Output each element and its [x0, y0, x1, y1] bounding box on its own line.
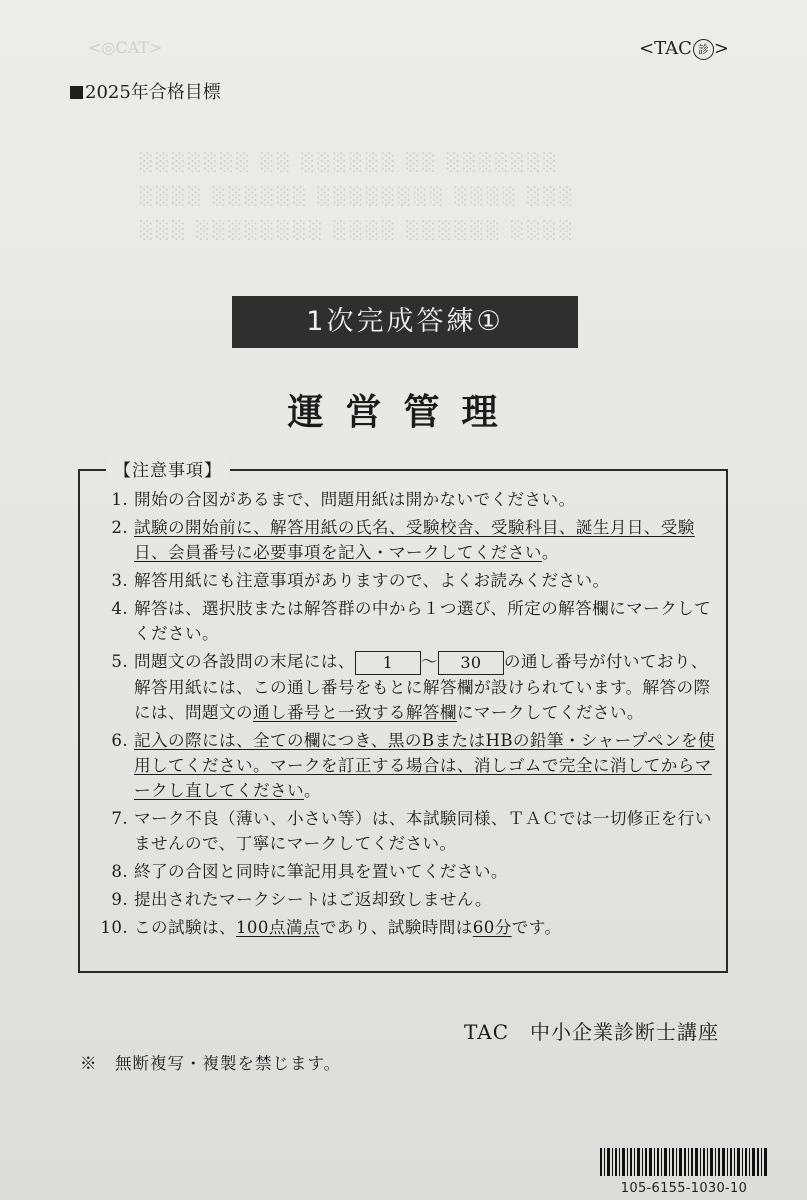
notice-item — [92, 515, 724, 565]
tac-logo — [639, 38, 729, 60]
notice-item — [92, 887, 724, 912]
notice-text: 終了の合図と同時に筆記用具を置いてください。 — [134, 861, 508, 881]
notice-number: 9. — [111, 889, 128, 909]
notice-text-underlined: 100点満点 — [235, 917, 320, 937]
logo-close: > — [713, 38, 729, 59]
square-bullet-icon — [70, 86, 83, 99]
target-year — [70, 78, 221, 104]
notice-text: 。 — [303, 780, 321, 800]
notice-item — [92, 487, 724, 512]
range-start-box: 1 — [355, 651, 421, 675]
exam-subject: 運営管理 — [287, 392, 520, 433]
notice-item — [92, 649, 724, 725]
notice-item — [92, 568, 724, 593]
copyright-notice: ※ 無断複写・複製を禁じます。 — [80, 1054, 342, 1073]
barcode-icon — [600, 1148, 768, 1176]
notes-list — [92, 487, 724, 943]
notice-item — [92, 859, 724, 884]
bleed-through-text: ░░░░░░░ ░░ ░░░░░░ ░░ ░░░░░░░ ░░░░ ░░░░░░ ░░░░░░░░ ░░░░ ░░░ ░░░ ░░░░░░░░ ░░░░ ░░░░░░ ░░░░ — [140, 153, 576, 241]
notice-number: 8. — [111, 861, 128, 881]
notice-item — [92, 728, 724, 803]
notice-number: 4. — [111, 599, 128, 618]
notice-text: この試験は、 — [134, 917, 236, 937]
notice-text: 問題文の各設問の末尾には、 — [134, 652, 355, 671]
barcode-number: 105-6155-1030-10 — [620, 1181, 748, 1196]
notice-text: にマークしてください。 — [456, 702, 644, 722]
notice-number: 6. — [111, 730, 128, 750]
notice-text: マーク不良（薄い、小さい等）は、本試験同様、ＴＡＣでは一切修正を行いませんので、丁寧にマークしてください。 — [134, 808, 712, 853]
range-end-box: 30 — [438, 651, 504, 675]
notice-text: の通し番号が付いており、解答用紙には、この通し番号をもとに解答欄が設けられています。解答の際には、問題文の — [134, 652, 711, 722]
notice-text-underlined: 通し番号と一致する解答欄 — [252, 702, 457, 722]
organization-name: TAC 中小企業診断士講座 — [464, 1020, 719, 1044]
notice-text: 解答は、選択肢または解答群の中から１つ選び、所定の解答欄にマークしてください。 — [134, 599, 712, 643]
notice-text: です。 — [511, 917, 562, 937]
notice-number: 7. — [111, 808, 128, 828]
notes-heading: 【注意事項】 — [106, 456, 230, 481]
notice-text: 開始の合図があるまで、問題用紙は開かないでください。 — [134, 490, 576, 509]
logo-text: <TAC — [639, 38, 692, 59]
bleed-through-logo: <◎CAT> — [88, 38, 163, 57]
notice-text-underlined: 60分 — [472, 917, 512, 937]
range-tilde: ～ — [420, 652, 438, 671]
notice-text: であり、試験時間は — [319, 917, 473, 937]
notice-number: 3. — [111, 571, 128, 590]
notice-text-underlined: 記入の際には、全ての欄につき、黒のBまたはHBの鉛筆・シャープペンを使用してください。マークを訂正する場合は、消しゴムで完全に消してからマークし直してください — [134, 730, 716, 800]
notice-text: 解答用紙にも注意事項がありますので、よくお読みください。 — [134, 571, 610, 590]
notice-text-underlined: 試験の開始前に、解答用紙の氏名、受験校舎、受験科目、誕生月日、受験日、会員番号に必要事項を記入・マークしてください — [134, 518, 695, 562]
notice-item — [92, 915, 724, 940]
notice-number: 2. — [111, 518, 128, 537]
exam-title: 1次完成答練① — [232, 296, 578, 348]
barcode — [600, 1148, 768, 1196]
logo-seal-icon: 診 — [693, 39, 714, 60]
target-year-text: 2025年合格目標 — [85, 82, 221, 103]
notice-item — [92, 806, 724, 856]
notice-text: 提出されたマークシートはご返却致しません。 — [134, 889, 492, 909]
notice-item — [92, 596, 724, 646]
notice-number: 5. — [111, 652, 128, 671]
notice-number: 1. — [111, 490, 128, 509]
notice-number: 10. — [100, 917, 128, 937]
notice-text: 。 — [541, 543, 559, 562]
